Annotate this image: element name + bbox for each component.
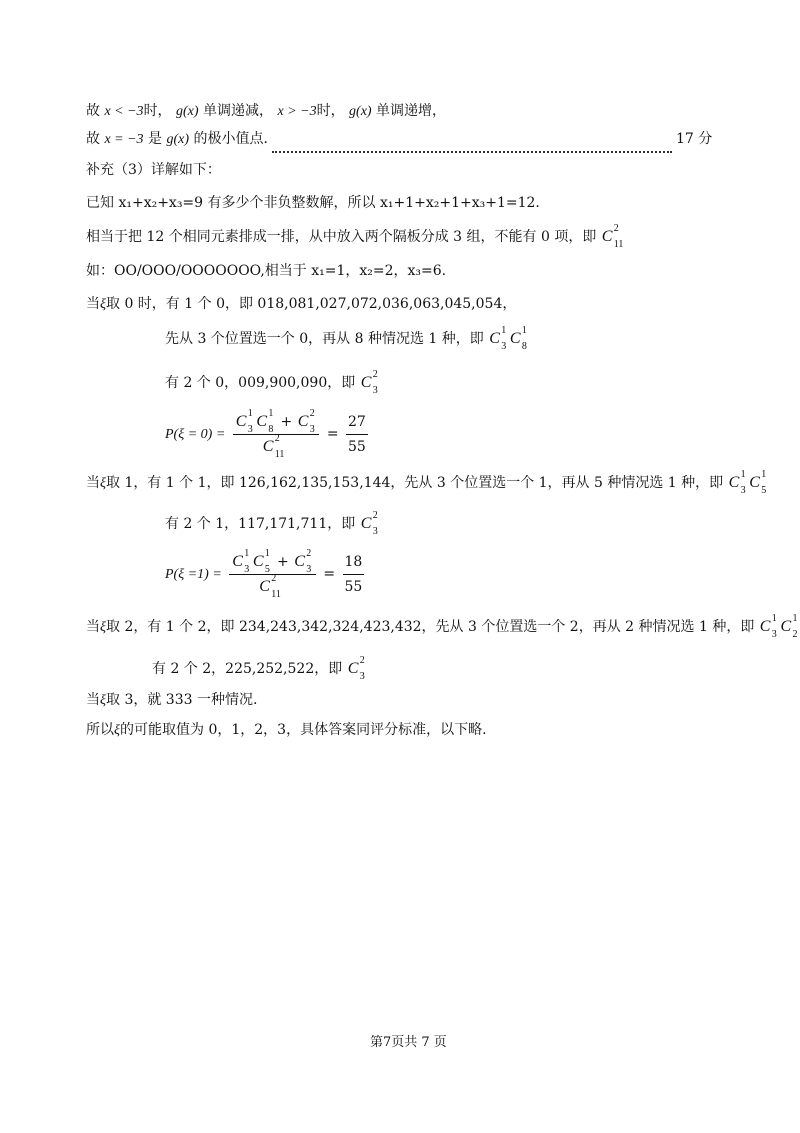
line-xi1: [86, 469, 769, 496]
line-equation: 已知 x₁+x₂+x₃=9 有多少个非负整数解，所以 x₁+1+x₂+1+x₃+1=12.: [86, 195, 540, 211]
combo-c8-1: C 1 8: [509, 325, 527, 352]
math-gx: g(x): [176, 104, 199, 119]
text: 相当于把 12 个相同元素排成一排，从中放入两个隔板分成 3 组，不能有 0 项，即: [86, 229, 597, 245]
text: 当: [86, 619, 100, 635]
text: 的极小值点．: [193, 131, 278, 147]
math-gx: g(x): [349, 104, 372, 119]
combo-c3-1: C 1 3: [728, 469, 746, 496]
text: 取 1，有 1 个 1，即 126,162,135,153,144，先从 3 个位置选一个 1，再从 5 种情况选 1 种，即: [106, 475, 724, 491]
line-partition: [86, 223, 624, 250]
math-p-label: P(ξ =1) =: [165, 567, 222, 582]
line-xi3: [86, 691, 257, 710]
line-min-point: [86, 130, 277, 149]
line-xi0: [86, 295, 516, 314]
math-p-label: P(ξ = 0) =: [165, 427, 226, 442]
score-label: 17 分: [676, 131, 713, 147]
text: 有 2 个 1，117,171,711，即: [165, 516, 356, 532]
text: 单调递减，: [203, 103, 274, 119]
prob-xi1: P(ξ =1) = C 1 3 C 1 5 + C 2 3 C 2 11 = $\frac{18}{55}$: [165, 547, 363, 600]
math-xi: ξ: [100, 620, 106, 635]
math-xi: ξ: [114, 723, 120, 738]
combo-c3-2: C 2 3: [347, 655, 365, 682]
text: 有 2 个 2，225,252,522，即: [152, 661, 343, 677]
text: 取 3，就 333 一种情况.: [106, 692, 258, 708]
text: 故: [86, 103, 100, 119]
supplement-heading: 补充（3）详解如下：: [86, 162, 221, 178]
text: 取 2，有 1 个 2，即 234,243,342,324,423,432，先从 3 个位置选一个 2，再从 2 种情况选 1 种，即: [106, 619, 755, 635]
text: 的可能取值为 0，1，2，3，具体答案同评分标准，以下略.: [120, 722, 487, 738]
text: 所以: [86, 722, 114, 738]
text: 当: [86, 475, 100, 491]
text: 时，: [143, 103, 172, 119]
text: 先从 3 个位置选一个 0，再从 8 种情况选 1 种，即: [165, 331, 484, 347]
combo-c3-2: C 2 3: [360, 510, 378, 537]
math-x-eq: x = −3: [104, 132, 144, 147]
fraction-main: C 1 3 C 1 5 + C 2 3 C 2 11: [229, 552, 316, 597]
text: 取 0 时，有 1 个 0，即 018,081,027,072,036,063,045,054，: [106, 296, 517, 312]
text: 是: [148, 131, 163, 147]
line-xi1-two: [165, 510, 380, 537]
text: 故: [86, 131, 100, 147]
line-xi0-two: [165, 369, 380, 396]
text: 当: [86, 692, 100, 708]
line-xi0-one: [165, 325, 530, 352]
combo-c11-2: C 2 11: [601, 223, 624, 250]
line-conclusion: [86, 721, 487, 740]
combo-c2-1: C 1 2: [780, 613, 798, 640]
line-example: 如：OO/OOO/OOOOOOO,相当于 x₁=1，x₂=2，x₃=6.: [86, 263, 447, 279]
combo-c3-1: C 1 3: [489, 325, 507, 352]
text: 当: [86, 296, 100, 312]
math-xi: ξ: [100, 693, 106, 708]
fraction-main: C 1 3 C 1 8 + C 2 3 C 2 11: [233, 412, 320, 457]
line-xi2: [86, 613, 800, 640]
math-gx: g(x): [166, 132, 190, 147]
page-footer: 第7页共 7 页: [370, 1035, 447, 1050]
math-x-less: x < −3: [104, 104, 144, 119]
math-xi: ξ: [100, 297, 106, 312]
fraction-result: $\frac{27}{55}$: [348, 413, 366, 455]
line-monotonic: [86, 102, 446, 121]
text: 单调递增，: [376, 103, 447, 119]
combo-c3-1: C 1 3: [759, 613, 777, 640]
prob-xi0: P(ξ = 0) = C 1 3 C 1 8 + C 2 3 C 2 11 = $\frac{27}{55}$: [165, 407, 366, 460]
text: 时，: [316, 103, 345, 119]
fraction-result: $\frac{18}{55}$: [344, 553, 363, 595]
text: 有 2 个 0，009,900,090，即: [165, 375, 356, 391]
leader-dots: [272, 133, 672, 153]
math-x-greater: x > −3: [277, 104, 317, 119]
combo-c3-2: C 2 3: [360, 369, 378, 396]
line-xi2-two: [152, 655, 367, 682]
math-xi: ξ: [100, 476, 106, 491]
combo-c5-1: C 1 5: [749, 469, 767, 496]
